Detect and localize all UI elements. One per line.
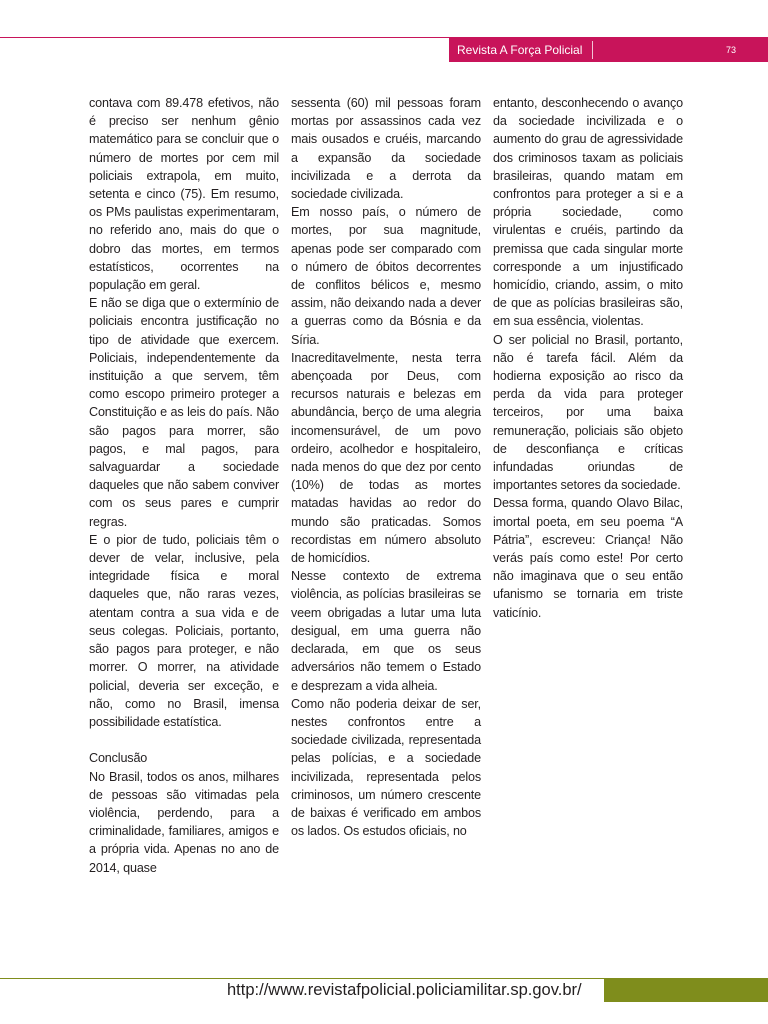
paragraph: E o pior de tudo, policiais têm o dever de velar, inclusive, pela integridade física e moral daqueles que, não raras vezes, atentam contra a sua vida e de seus colegas. Policiais, portanto, são pagos para proteger, e não morrer. O morrer, na atividade policial, deveria ser exceção, e não, como no Brasil, imensa possibilidade estatística. [89,532,279,729]
paragraph: Inacreditavelmente, nesta terra abençoada por Deus, com recursos naturais e belezas em abundância, berço de uma alegria incomensurável, de um povo ordeiro, acolhedor e hospitaleiro, nada menos do que dez por cento (10%) de todas as mortes matadas havidas ao redor do mundo são praticadas. Somos recordistas em número absoluto de homicídios. [291,350,481,566]
section-heading: Conclusão [89,751,148,766]
paragraph: entanto, desconhecendo o avanço da sociedade incivilizada e o aumento do grau de agressividade dos criminosos taxam as policiais brasileiras, quando matam em confrontos para proteger a si e a própria sociedade, como virulentas e cruéis, partindo da premissa que cada singular morte corresponde a um injustificado homicídio, criando, assim, o mito de que as polícias brasileiras são, em sua essência, violentas. [493,96,683,329]
paragraph: No Brasil, todos os anos, milhares de pessoas são vitimadas pela violência, perdendo, para a criminalidade, familiares, amigos e a própria vida. Apenas no ano de 2014, quase [89,769,279,875]
text-column-3 [493,94,683,622]
website-link[interactable]: http://www.revistafpolicial.policiamilitar.sp.gov.br/ [227,981,582,999]
header-divider [592,41,593,59]
paragraph: Como não poderia deixar de ser, nestes confrontos entre a sociedade civilizada, representada pelas polícias, e a sociedade incivilizada, representada pelos criminosos, um número crescente de baixas é verificado em ambos os lados. Os estudos oficiais, no [291,696,481,839]
paragraph: sessenta (60) mil pessoas foram mortas por assassinos cada vez mais ousados e cruéis, marcando a expansão da sociedade incivilizada e a derrota da sociedade civilizada. [291,96,481,202]
text-column-2 [291,94,481,840]
paragraph: Dessa forma, quando Olavo Bilac, imortal poeta, em seu poema “A Pátria”, escreveu: Criança! Não verás país como este! Por certo não imaginava que o seu então ufanismo se tornaria em triste vaticínio. [493,496,683,620]
magazine-title: Revista A Força Policial [457,43,583,57]
paragraph: Em nosso país, o número de mortes, por sua magnitude, apenas pode ser comparado com o número de óbitos decorrentes de conflitos bélicos e, mesmo assim, não deixando nada a dever a guerras como da Bósnia e da Síria. [291,205,481,347]
page-number: 73 [726,45,737,55]
footer-accent-bar [604,979,768,1002]
paragraph: Nesse contexto de extrema violência, as polícias brasileiras se veem obrigadas a lutar uma luta desigual, em uma guerra não declarada, em que os seus adversários não temem o Estado e desprezam a vida alheia. [291,569,481,693]
paragraph: E não se diga que o extermínio de policiais encontra justificação no tipo de atividade que exercem. Policiais, independentemente da instituição a que servem, têm como escopo primeiro proteger a Constituição e as leis do país. Não são pagos para morrer, são pagos, e mal pagos, para salvaguardar a sociedade daqueles que não sabem conviver com os seus pares e cumprir regras. [89,296,279,529]
paragraph: contava com 89.478 efetivos, não é preciso ser nenhum gênio matemático para se concluir que o número de mortes por cem mil policiais extrapola, em muito, setenta e cinco (75). Em resumo, os PMs paulistas experimentaram, no referido ano, mais do que o dobro das mortes, em termos estatísticos, ocorrentes na população em geral. [89,96,279,293]
header-banner [449,38,768,62]
paragraph-gap [89,731,279,749]
paragraph: O ser policial no Brasil, portanto, não é tarefa fácil. Além da hodierna exposição ao risco da perda da vida para proteger terceiros, por uma baixa remuneração, policiais são objeto de desconfiança e críticas infundadas oriundas de importantes setores da sociedade. [493,332,683,493]
text-column-1 [89,94,279,877]
